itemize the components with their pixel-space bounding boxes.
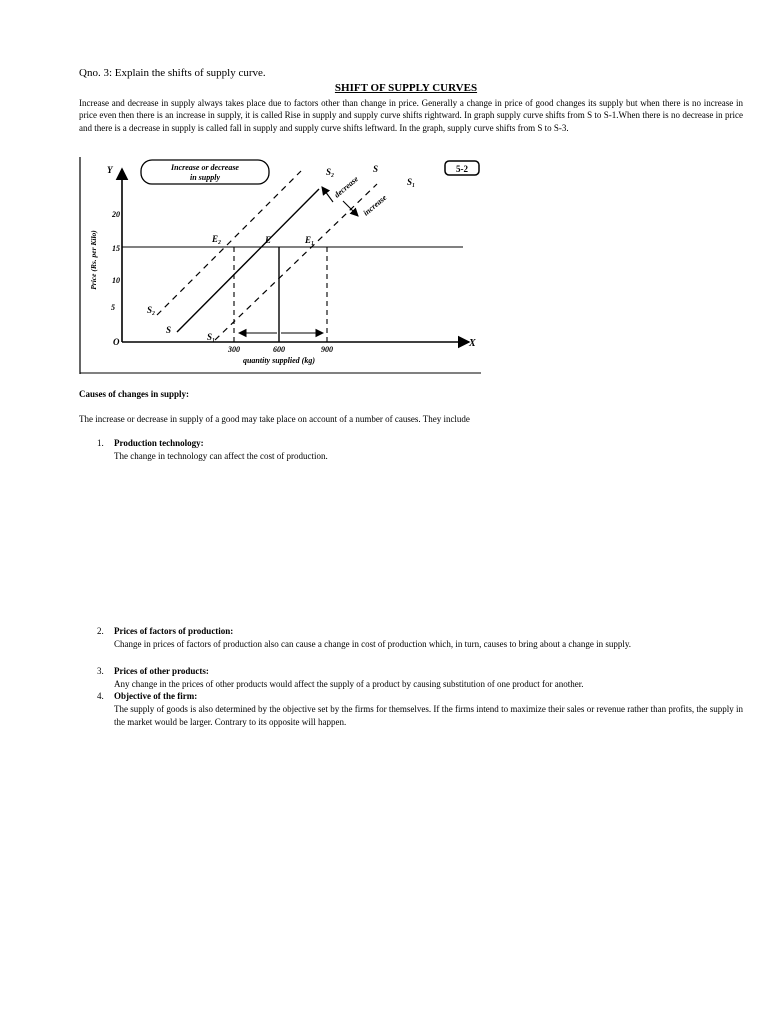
- list-item: [97, 437, 743, 463]
- item-text: Change in prices of factors of production also can cause a change in cost of production which, in turn, causes to bring about a change in supply.: [114, 639, 632, 649]
- figure-badge-text: 5-2: [456, 164, 468, 174]
- y-axis-title: Price (Rs. per Kilo): [89, 230, 98, 290]
- y-tick: 20: [112, 210, 120, 219]
- x-tick: 900: [321, 345, 333, 354]
- label-s1-top: S₁: [407, 177, 416, 187]
- origin-label: O: [113, 337, 120, 347]
- item-text: The supply of goods is also determined by the objective set by the firms for themselves. If the firms intend to maximize their sales or revenue rather than profits, the supply in the market would be larger. Contrary to its opposite will happen.: [114, 704, 743, 727]
- increase-label: increase: [361, 192, 389, 218]
- supply-curve-s1: [215, 184, 377, 340]
- shift-label-line1: Increase or decrease: [171, 163, 239, 172]
- x-tick: 300: [228, 345, 240, 354]
- decrease-label: decrease: [332, 174, 361, 200]
- list-item: [97, 665, 743, 691]
- list-item: [97, 625, 743, 651]
- y-tick: 10: [112, 276, 120, 285]
- label-s1-bottom: S₁: [207, 332, 216, 342]
- item-title: Production technology:: [114, 438, 204, 448]
- item-title: Objective of the firm:: [114, 691, 198, 701]
- label-s2-top: S₂: [326, 167, 335, 177]
- decrease-shift-arrow: [322, 187, 333, 202]
- label-e: E: [265, 235, 272, 245]
- intro-paragraph: Increase and decrease in supply always takes place due to factors other than change in price. Generally a change in price of good changes its supply but when there is no increase in price even then there is an increase in supply, it is called Rise in supply and supply curve shifts rightward. In graph supply curve shifts from S to S-1.When there is no decrease in price and there is a decrease in supply is called fall in supply and supply curve shifts leftward. In the graph, supply curve shifts from S to S-3.: [79, 98, 743, 133]
- item-title: Prices of factors of production:: [114, 626, 234, 636]
- label-e1: E₁: [305, 235, 315, 245]
- x-tick: 600: [273, 345, 285, 354]
- item-title: Prices of other products:: [114, 666, 209, 676]
- y-tick: 5: [111, 303, 115, 312]
- label-s-bottom: S: [166, 325, 172, 335]
- y-tick: 15: [112, 244, 120, 253]
- supply-shift-figure: [79, 157, 483, 375]
- item-text: Any change in the prices of other products would affect the supply of a product by causing substitution of one product for another.: [114, 679, 584, 689]
- causes-intro: The increase or decrease in supply of a good may take place on account of a number of causes. They include: [79, 414, 470, 424]
- causes-heading: Causes of changes in supply:: [79, 389, 190, 399]
- y-axis-letter: Y: [107, 165, 113, 175]
- label-s-top: S: [373, 164, 379, 174]
- item-number: 1.: [97, 438, 104, 448]
- section-title: SHIFT OF SUPPLY CURVES: [334, 82, 478, 94]
- list-item: [97, 690, 743, 729]
- x-axis-letter: X: [469, 338, 476, 349]
- shift-label-line2: in supply: [189, 173, 221, 182]
- x-axis-title: quantity supplied (kg): [242, 356, 316, 365]
- item-text: The change in technology can affect the cost of production.: [114, 451, 328, 461]
- item-number: 3.: [97, 666, 104, 676]
- question-heading: Qno. 3: Explain the shifts of supply curve.: [79, 67, 266, 79]
- label-e2: E₂: [212, 234, 222, 244]
- item-number: 4.: [97, 691, 104, 701]
- item-number: 2.: [97, 626, 104, 636]
- label-s2-bottom: S₂: [147, 305, 156, 315]
